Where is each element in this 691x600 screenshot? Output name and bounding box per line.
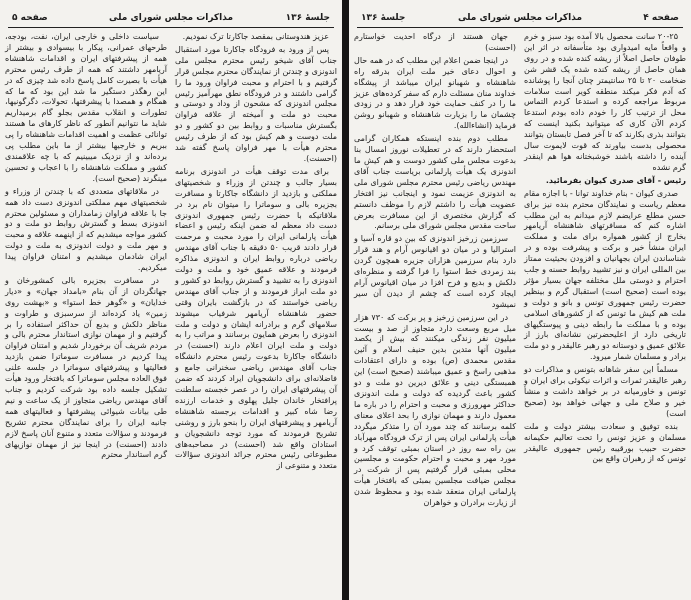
left-page-5: [0, 0, 342, 600]
page-number: صفحه ۴: [643, 13, 679, 23]
session-number: جلسهٔ ۱۳۶: [285, 13, 330, 23]
paragraph: در اینجا ضمن اعلام این مطلب که در همه حال و احوال دعای خیر ملت ایران بدرقه راه شاهنشاه و شهبانو ایران میباشد از پیشگاه خداوند منان مسئلت دارم که سفر کرده‌های عزیز ما را در کنف حمایت خود قرار دهد و در زودی چشمان ما را بزیارت شاهنشاه و شهبانو روشن فرماید (انشاءالله).: [354, 55, 516, 131]
paragraph: صدری کیوان - بنام خداوند توانا - با اجازه مقام معظم ریاست و نمایندگان محترم بنده نیز برای حسن مطلع عرایضم لازم میدانم به این مطلب اشاره کنم که مسافرتهای شاهنشاه آریامهر بخارج از کشور همواره برای ملت و مملکت ایران منشأ خیر و برکت و پیشرفت بوده و در شناساندن ایران بجهانیان و افزودن بحیثیت ممتاز بین المللی ایران و نیز تشیید روابط حسنه و جلب احترام و دوستی ملل مختلفه جهان بسیار مؤثر بوده است (صحیح است) استقبال گرم و بینظیر حضرت رئیس جمهوری تونس و بانو و دولت و ملت هم کیش ما تونس که از کشورهای اسلامی بوده و با مملکت ما رابطه دینی و پیوستگیهای تاریخی دارد از اعلیحضرتین نشانه‌ای بارز از علائق عمیق و دوستانه دو رهبر عالیقدر و دو ملت برادر و مسلمان شمار میرود.: [524, 188, 686, 362]
book-spine-divider: [342, 0, 349, 600]
text-column-left: [354, 32, 516, 511]
speaker-line: رئیس - آقای صدری کیوان بفرمائید.: [545, 175, 686, 185]
paragraph: مطلب دوم بنده اینستکه همکاران گرامی استحضار دارند که در تعطیلات نوروز امسال بنا بدعوت مجلس ملی کشور دوست و هم کیش ما اندونزی یک هیأت پارلمانی بریاست جناب آقای مهندس ریاضی رئیس محترم مجلس شورای ملی به اندونزی عزیمت نمود و اینجانب نیز افتخار عضویت هیأت را داشتم لازم را موظف دانستم که گزارش مختصری از این مسافرت بعرض ساحت مقدس مجلس شورای ملی برسانم.: [354, 134, 516, 231]
text-column-left: [5, 32, 167, 463]
paragraph: در مسافرت بجزیره بالی کمشورخان و جهانگردان از آن بنام «بامداد جهان» و «دیار خدایان» و «گوهر خط استوا» و «بهشت روی زمین» یاد کرده‌اند از سرسبزی و طراوت و مناظر دلکش و بدیع آن حداکثر استفاده را بر گرفتیم و از مهمان نوازی استاندار محترم بالی و مردم شریف آن برخوردار شدیم و امتنان فراوان پیدا کردیم در مسافرت سوماترا ضمن بازدید فعالیتها و پیشرفتهای سوماترا در جلسه علنی فوق العاده مجلس سوماترا که بافتخار ورود هیأت تشکیل جلسه داده بود شرکت کردیم و جناب آقای مهندس ریاضی متجاوز از یک ساعت و نیم طی بیانات شیوائی پیشرفتها و فعالیتهای همه جانبه ایران را برای نمایندگان محترم تشریح فرمودند و سؤالات متعدد و متنوع آنان پاسخ لازم دادند (احسنت) در اینجا نیز از مهمان نوازیهای گرم استاندار محترم: [5, 275, 167, 460]
page-header: [8, 12, 334, 28]
page-header: [357, 12, 683, 28]
running-title: مذاکرات مجلس شورای ملی: [108, 13, 234, 23]
running-title: مذاکرات مجلس شورای ملی: [457, 13, 583, 23]
text-column-right: [524, 32, 686, 467]
paragraph: در ملاقاتهای متعددی که با چندتن از وزراء و شخصیتهای مهم مملکتی اندونزی دست داد همه جا با علاقه فراوان زمامداران و مسئولین محترم اندونزی بسط و گسترش روابط دو ملت و دو کشور مواجه میشدیم که از اینهمه علاقه و محبت و مهر ملت و دولت اندونزی به ملت و دولت ایران شادمان میشدیم و امتنان فراوان پیدا میکردیم.: [5, 186, 167, 273]
paragraph: عزیز هندوستانی بمقصد جاکارتا ترک نمودیم.: [182, 32, 329, 41]
paragraph: برای مدت توقف هیأت در اندونزی برنامه بسیار جالب و چندتن از وزراء و شخصیتهای مملکتی و بازدید از دانشگاه جاکارتا و مسافرت بجزیره بالی و سوماترا را میتوان نام برد در ملاقاتیکه با حضرت رئیس جمهوری اندونزی دست داد معظم له ضمن اینکه رئیس و اعضاء هیأت پارلمانی ایران را مورد محبت و مرحمت قرار دادند قریب ۵۰ دقیقه با جناب آقای مهندس ریاضی درباره روابط ایران و اندونزی مذاکره فرمودند و علاقه عمیق خود و ملت و دولت اندونزی را به تشیید و گسترش روابط دو کشور و دو ملت ابراز فرمودند و از جناب آقای مهندس ریاضی خواستند که در بازگشت بایران وقتی حضور شاهنشاه آریامهر شرفیاب میشوند سلامهای گرم و برادرانه ایشان و دولت و ملت اندونزی را بعرض همایون برسانند و مراتب را به دولت و ملت ایران اعلام دارند (احسنت) در دانشگاه جاکارتا بدعوت رئیس محترم دانشگاه جناب آقای مهندس ریاضی سخنرانی جامع و فاضلانه‌ای برای دانشجویان ایراد کردند که ضمن آن پیشرفتهای ایران را در عصر خجسته سلطنت پرافتخار خاندان جلیل پهلوی و خدمات ارزنده رضا شاه کبیر و اقدامات برجسته شاهنشاه آریامهر و پیشرفتهای ایران را بنحو بارز و روشنی تشریح فرمودند که مورد توجه دانشجویان و استادان واقع شد (احسنت) در مصاحبه‌های مطبوعاتی رئیس محترم جرائد اندونزی سؤالات متعدد و متنوعی از: [175, 166, 337, 471]
session-number: جلسهٔ ۱۳۶: [361, 13, 406, 23]
paragraph: مسلماً این سفر شاهانه بتونس و مذاکرات دو رهبر عالیقدر ثمرات و اثرات نیکوئی برای ایران و تونس و خاورمیانه در بر خواهد داشت و منشأ خیر و صلاح ملی و جهانی خواهد بود (صحیح است): [524, 365, 686, 418]
paragraph: سیاست داخلی و خارجی ایران، نفت، بودجه، طرحهای عمرانی، پیکار با بیسوادی و بیشتر از همه از پیشرفتهای ایران و اقدامات شاهنشاه آریامهر داشتند که همه از طرف رئیس محترم هیأت با بصیرت کامل پاسخ داده شد چیزی که در این رهگذر دستگیر ما شد این بود که ما که همگام و همصدا با پیشرفتها، تحولات، دگرگونیها، تطورات و انقلاب مقدس بجلو گام برمیداریم شاید ما نتوانیم آنطور که ناظر کارهای ما هستند توانائی عظمت و اهمیت اقدامات شاهنشاه را پی ببریم و خارجیها بیشتر از ما باین مطلب پی برده‌اند و از نزدیک میبینیم که با چه علاقمندی کشور و مملکت شاهنشاه را با اعجاب و تحسین مینگرند (صحیح است).: [5, 32, 167, 183]
text-column-right: [175, 32, 337, 474]
paragraph: جهان هستند از درگاه احدیت خواستارم (احسنت): [354, 32, 516, 52]
paragraph: بنده توفیق و سعادت بیشتر دولت و ملت مسلمان و عزیز تونس را تحت تعالیم حکیمانه حضرت حبیب بورقیبه رئیس جمهوری عالیقدر تونس که از رهبران واقع بین: [524, 421, 686, 464]
paragraph: سرزمین زرخیز اندونزی که بین دو قاره آسیا و استرالیا و در میان دو اقیانوس آرام و هند قرار دارد بنام سرزمین هزاران جزیره همچون گردن بند زمردی خط استوا را فرا گرفته و منظره‌ای دلکش و بدیع و فرح افزا در میان اقیانوس آرام ایجاد کرده است که چشم از دیدن آن سیر نمیشود: [354, 234, 516, 309]
paragraph: ۲۰-۲۵ سانت محصول بالا آمده بود سبز و خرم و واقعاً مایه امیدواری بود متأسفانه در اثر این طوفان حاصل اصلاً از ریشه کنده شده و در روی همان حاصل از ریشه کنده شده یک قشر شن ضخامت ۲۰ تا ۲۵ سانتیمتر چنان آنجا را پوشانده که آدم فکر میکند منطقه کویر است سلامات مربوط مراجعه کرده و استدعا کردم التماس محل از ترتیب کار را خودم داده بودم استدعا کردم الآن کاری که میتوانید بکنید اینست که بتوانند بذری بکارند که تا آخر فصل تابستان بتوانند محصولی بدست بیاورند که قوت لایموت سال آینده را داشته باشند خوشبختانه هوا هم اینقدر گرم نشده: [524, 32, 686, 172]
paragraph: پس از ورود به فرودگاه جاکارتا مورد استقبال جناب آقای شیخو رئیس محترم مجلس ملی اندونزی و چندتن از نمایندگان محترم مجلس قرار گرفتیم و با احترام و محبت فراوان ورود ما را گرامی داشتند و در فرودگاه نطق مهرآمیز رئیس مجلس اندونزی که مشحون از وداد و دوستی و محبت دو ملت و آمیخته از علاقه فراوان بگسترش مناسبات و روابط بین دو کشور و دو ملت دوست و هم کیش بود که از طرف رئیس محترم هیأت با مهر فراوان پاسخ گفته شد (احسنت).: [175, 44, 337, 163]
page-number: صفحه ۵: [12, 13, 48, 23]
right-page-4: [349, 0, 691, 600]
paragraph: در این سرزمین زرخیز و پر برکت که ۷۳۰ هزار میل مربع وسعت دارد متجاوز از صد و بیست میلیون نفر زندگی میکنند که بیش از یکصد میلیون آنها متدین بدین حنیف اسلام و آئین مقدس محمدی (ص) بوده و دارای اعتقادات مذهبی راسخ و عمیق میباشند (صحیح است) این همبستگی دینی و علائق دیرین دو ملت و دو کشور باعث گردیده که دولت و ملت اندونزی حداکثر مهرورزی و محبت و احترام را در باره ما معمول دارند و مهمان نوازی را بحد اعلای معنای کلمه برسانند که چند مورد آن را متذکر میگردد هیأت پارلمانی ایران پس از ترک فرودگاه مهرآباد بین راه سه روز در استان بمبئی توقف کرد و مورد مهر و محبت و احترام حکومت و مجلسین محلی بمبئی قرار گرفتیم پس از شرکت در مجلس ضیافت مجلسین بمبئی که بافتخار هیأت پارلمانی ایران منعقد شده بود و محظوظ شدن از زیارت برادران و خواهران: [354, 312, 516, 508]
